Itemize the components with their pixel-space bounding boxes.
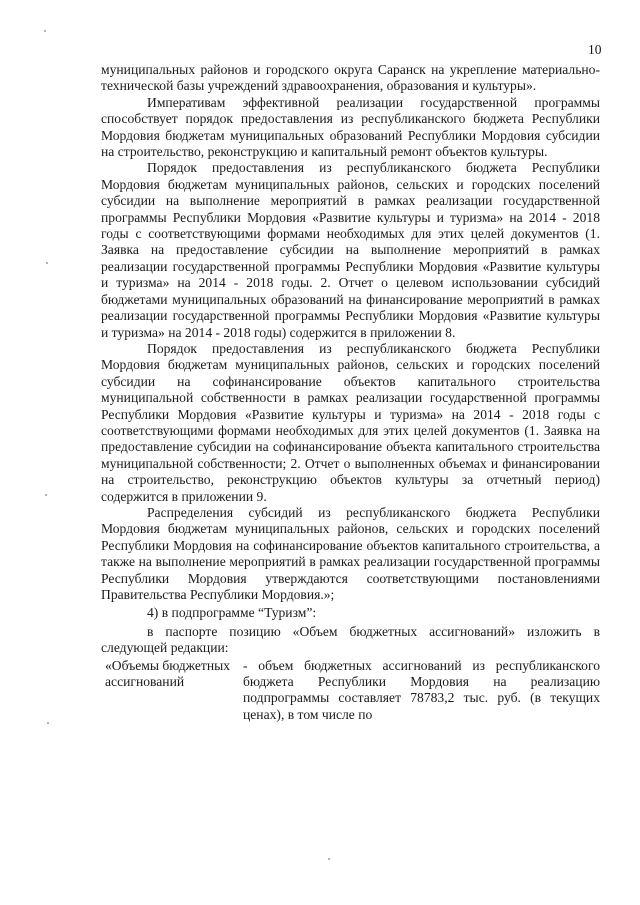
passport-row-value: - объем бюджетных ассигнований из республиканского бюджета Республики Мордовия на реализацию подпрограммы составляет 78783,2 тыс. руб. (в текущих ценах), в том числе по	[243, 657, 600, 722]
paragraph-imperatives: Императивам эффективной реализации государственной программы способствует порядок предоставления из республиканского бюджета Республики Мордовия бюджетам муниципальных образований Республики Мордовия субсидии на строительство, реконструкцию и капитальный ремонт объектов культуры.	[101, 94, 600, 160]
scan-speck	[44, 30, 46, 32]
paragraph-continuation: муниципальных районов и городского округа Саранск на укрепление материально-технической базы учреждений здравоохранения, образования и культуры».	[101, 62, 600, 94]
paragraph-subprogram-tourism: 4) в подпрограмме “Туризм”:	[147, 605, 317, 621]
scan-speck	[45, 494, 47, 496]
scan-speck	[47, 722, 49, 724]
paragraph-procedure-events: Порядок предоставления из республиканского бюджета Республики Мордовия бюджетам муниципальных районов, сельских и городских поселений субсидии на выполнение мероприятий в рамках реализации государственной программы Республики Мордовия «Развитие культуры и туризма» на 2014 - 2018 годы с соответствующими формами необходимых для этих целей документов (1. Заявка на предоставление субсидии на выполнение мероприятий в рамках реализации государственной программы Республики Мордовия «Развитие культуры и туризма» на 2014 - 2018 годы. 2. Отчет о целевом использовании субсидий бюджетами муниципальных образований на финансирование мероприятий в рамках реализации государственной программы Республики Мордовия «Развитие культуры и туризма» на 2014 - 2018 годы) содержится в приложении 8.	[101, 160, 600, 340]
paragraph-procedure-cofinancing: Порядок предоставления из республиканского бюджета Республики Мордовия бюджетам муниципальных районов, сельских и городских поселений субсидии на софинансирование объектов капитального строительства муниципальной собственности в рамках реализации государственной программы Республики Мордовия «Развитие культуры и туризма» на 2014 - 2018 годы с соответствующими формами необходимых для этих целей документов (1. Заявка на предоставление субсидии на софинансирование объекта капитального строительства муниципальной собственности; 2. Отчет о выполненных объемах и финансировании на строительство, реконструкцию объектов культуры за отчетный период) содержится в приложении 9.	[101, 340, 600, 504]
paragraph-distribution: Распределения субсидий из республиканского бюджета Республики Мордовия бюджетам муниципальных районов, сельских и городских поселений Республики Мордовия на софинансирование объектов капитального строительства, а также на выполнение мероприятий в рамках реализации государственной программы Республики Мордовия утверждаются соответствующими постановлениями Правительства Республики Мордовия.»;	[101, 504, 600, 602]
passport-row-label: «Объемы бюджетных ассигнований	[105, 657, 231, 690]
paragraph-passport-instruction: в паспорте позицию «Объем бюджетных ассигнований» изложить в следующей редакции:	[101, 623, 600, 656]
document-body	[101, 62, 600, 723]
passport-table-row	[101, 658, 600, 724]
scan-speck	[46, 262, 48, 264]
page-number: 10	[588, 42, 602, 57]
scan-speck	[328, 858, 330, 860]
